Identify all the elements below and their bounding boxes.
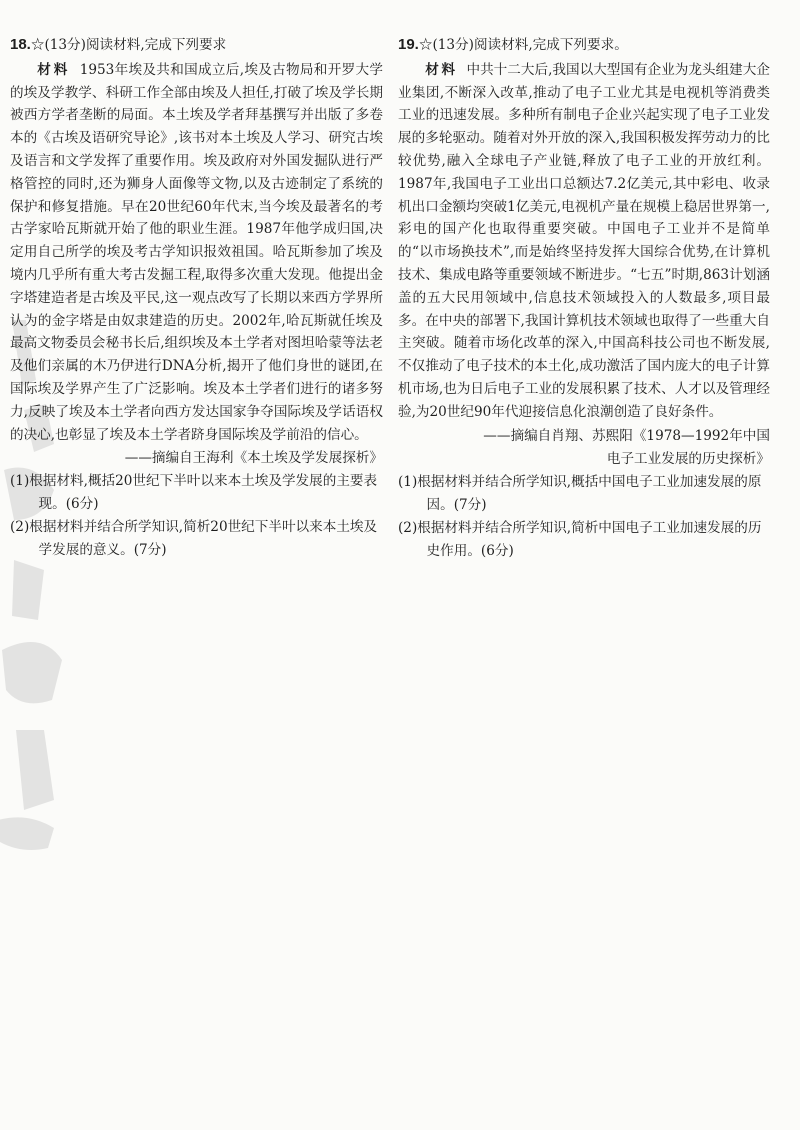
sub-question-2: (2)根据材料并结合所学知识,简析20世纪下半叶以来本土埃及学发展的意义。(7分) [10,518,378,558]
material-label: 材料 [37,61,71,78]
material-source-line-1: ——摘编自肖翔、苏熙阳《1978—1992年中国 [483,427,770,444]
sub-question-1: (1)根据材料,概括20世纪下半叶以来本土埃及学发展的主要表现。(6分) [10,473,378,512]
sub-question-1: (1)根据材料并结合所学知识,概括中国电子工业加速发展的原因。(7分) [398,474,762,513]
material-paragraph [398,59,770,424]
question-number: 18. [10,36,31,53]
question-instruction: ☆(13分)阅读材料,完成下列要求 [30,37,227,53]
question-instruction: ☆(13分)阅读材料,完成下列要求。 [418,37,628,53]
material-source: ——摘编自王海利《本土埃及学发展探析》 [124,450,383,467]
question-18-header [10,34,383,57]
question-number: 19. [398,36,419,53]
material-source-line-2: 电子工业发展的历史探析》 [606,451,770,468]
question-19-header [398,34,770,57]
material-text: 中共十二大后,我国以大型国有企业为龙头组建大企业集团,不断深入改革,推动了电子工业尤其是电视机等消费类工业的迅速发展。多种所有制电子企业兴起实现了电子工业发展的多轮驱动。随着对外开放的深入,我国积极发挥劳动力的比较优势,融入全球电子产业链,释放了电子工业的开放红利。1987年,我国电子工业出口总额达7.2亿美元,其中彩电、收录机出口金额均突破1亿美元,电视机产量在规模上稳居世界第一,彩电的国产化也取得重要突破。中国电子工业并不是简单的“以市场换技术”,而是始终坚持发挥大国综合优势,在计算机技术、集成电路等重要领域不断进步。“七五”时期,863计划涵盖的五大民用领域中,信息技术领域投入的人数最多,项目最多。在中央的部署下,我国计算机技术领域也取得了一些重大自主突破。随着市场化改革的深入,中国高科技公司也不断发展,不仅推动了电子技术的本土化,成功激活了国内庞大的电子计算机市场,也为日后电子工业的发展积累了技术、人才以及管理经验,为20世纪90年代迎接信息化浪潮创造了良好条件。 [398,61,770,420]
material-label: 材料 [425,61,458,78]
material-paragraph [10,59,383,447]
question-18 [10,34,383,561]
material-text: 1953年埃及共和国成立后,埃及古物局和开罗大学的埃及学教学、科研工作全部由埃及人担任,打破了埃及学长期被西方学者垄断的局面。本土埃及学者拜基撰写并出版了多卷本的《古埃及语研究导论》,该书对本土埃及人学习、研究古埃及语言和文学发挥了重要作用。埃及政府对外国发掘队进行严格管控的同时,还为狮身人面像等文物,以及古迹制定了系统的保护和修复措施。早在20世纪60年代末,当今埃及最著名的考古学家哈瓦斯就开始了他的职业生涯。1987年他学成归国,决定用自己所学的埃及考古学知识报效祖国。哈瓦斯参加了埃及境内几乎所有重大考古发掘工程,取得多次重大发现。他提出金字塔建造者是古埃及平民,这一观点改写了长期以来西方学界所认为的金字塔是由奴隶建造的历史。2002年,哈瓦斯就任埃及最高文物委员会秘书长后,组织埃及本土学者对图坦哈蒙等法老及他们亲属的木乃伊进行DNA分析,揭开了他们身世的谜团,在国际埃及学界产生了广泛影响。埃及本土学者们进行的诸多努力,反映了埃及本土学者向西方发达国家争夺国际埃及学话语权的决心,也彰显了埃及本土学者跻身国际埃及学前沿的信心。 [10,61,383,443]
sub-question-2: (2)根据材料并结合所学知识,简析中国电子工业加速发展的历史作用。(6分) [398,519,762,559]
question-19 [398,34,770,562]
